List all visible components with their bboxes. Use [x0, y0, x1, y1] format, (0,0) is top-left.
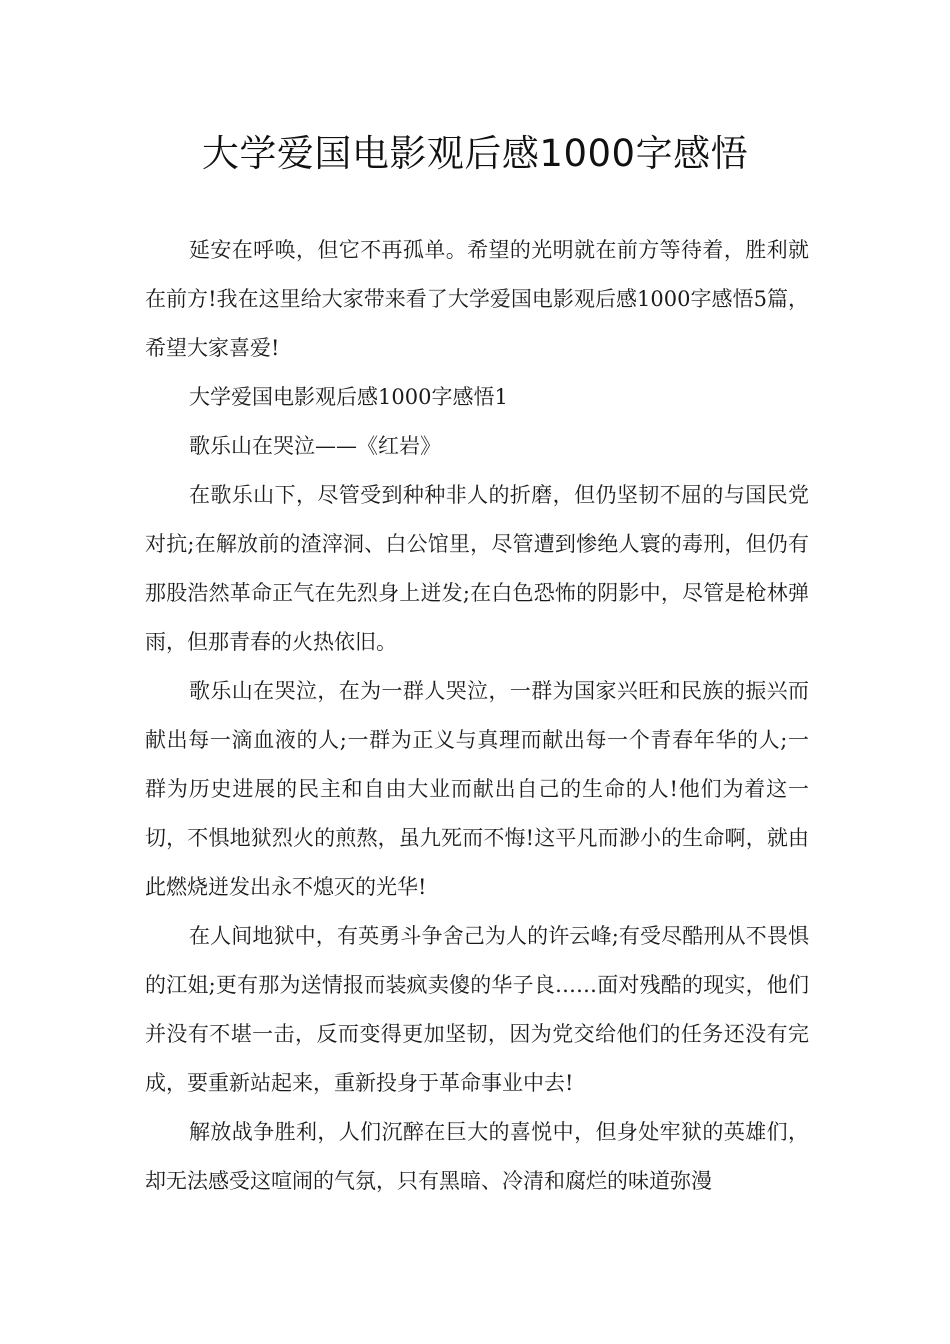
paragraph: 歌乐山在哭泣，在为一群人哭泣，一群为国家兴旺和民族的振兴而献出每一滴血液的人;一群为正义与真理而献出每一个青春年华的人;一群为历史进展的民主和自由大业而献出自己的生命的人!他们为着这一切，不惧地狱烈火的煎熬，虽九死而不悔!这平凡而渺小的生命啊，就由此燃烧迸发出永不熄灭的光华! [145, 679, 809, 899]
paragraph-section-heading: 大学爱国电影观后感1000字感悟1 [189, 385, 508, 409]
paragraph: 在歌乐山下，尽管受到种种非人的折磨，但仍坚韧不屈的与国民党对抗;在解放前的渣滓洞、白公馆里，尽管遭到惨绝人寰的毒刑，但仍有那股浩然革命正气在先烈身上迸发;在白色恐怖的阴影中，尽管是枪林弹雨，但那青春的火热依旧。 [145, 483, 809, 654]
paragraph-intro: 延安在呼唤，但它不再孤单。希望的光明就在前方等待着，胜利就在前方!我在这里给大家带来看了大学爱国电影观后感1000字感悟5篇，希望大家喜爱! [145, 238, 809, 360]
document-body [145, 226, 809, 1206]
paragraph: 在人间地狱中，有英勇斗争舍己为人的许云峰;有受尽酷刑从不畏惧的江姐;更有那为送情报而装疯卖傻的华子良……面对残酷的现实，他们并没有不堪一击，反而变得更加坚韧，因为党交给他们的任务还没有完成，要重新站起来，重新投身于革命事业中去! [145, 924, 809, 1095]
paragraph-subheading: 歌乐山在哭泣——《红岩》 [189, 434, 441, 458]
paragraph: 解放战争胜利，人们沉醉在巨大的喜悦中，但身处牢狱的英雄们，却无法感受这喧闹的气氛，只有黑暗、冷清和腐烂的味道弥漫 [145, 1120, 809, 1193]
document-title: 大学爱国电影观后感1000字感悟 [201, 132, 749, 175]
